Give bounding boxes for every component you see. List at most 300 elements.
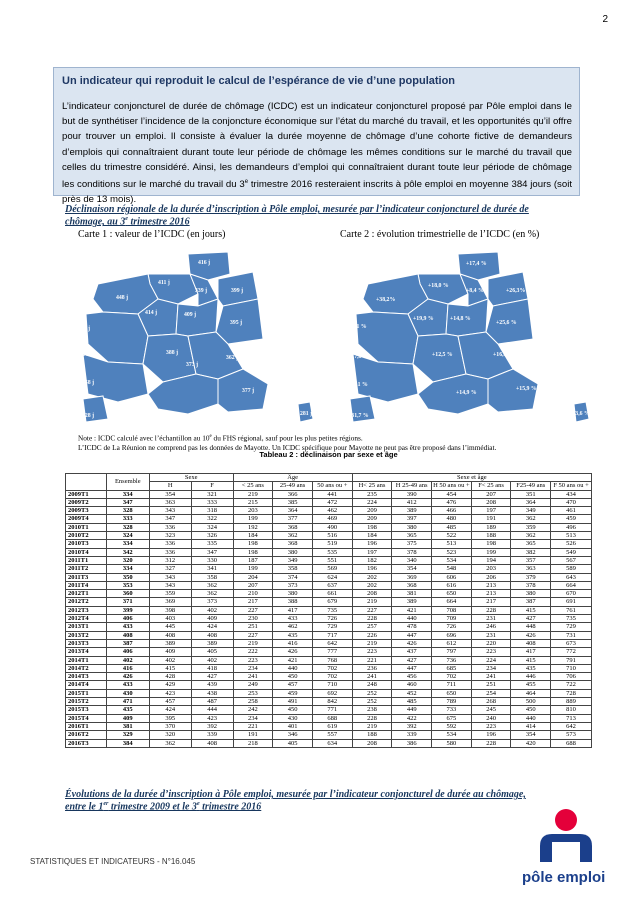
table-cell: 227	[233, 606, 273, 614]
row-label: 2015T4	[66, 714, 107, 722]
table-cell: 206	[471, 573, 511, 581]
row-label: 2012T2	[66, 598, 107, 606]
table-cell: 405	[273, 739, 313, 747]
table-cell: 702	[312, 673, 352, 681]
table-cell: 339	[392, 731, 432, 739]
table-cell: 386	[392, 739, 432, 747]
table-cell: 219	[352, 639, 392, 647]
table-cell: 692	[312, 689, 352, 697]
table-cell: 421	[392, 606, 432, 614]
row-label: 2014T4	[66, 681, 107, 689]
table-row	[66, 532, 592, 540]
table-row	[66, 698, 592, 706]
table-cell: 433	[106, 623, 149, 631]
table-cell: 573	[551, 731, 592, 739]
table-cell: 248	[352, 681, 392, 689]
row-label: 2009T1	[66, 490, 107, 498]
table-cell: 329	[106, 731, 149, 739]
table-row	[66, 573, 592, 581]
section2-title-line1: Évolutions de la durée d’inscription à Pôle emploi, mesurée par l’indicateur conjoncturel de durée au chômage,	[65, 789, 526, 800]
table-cell: 215	[233, 498, 273, 506]
table-cell: 333	[106, 515, 149, 523]
table-cell: 717	[312, 631, 352, 639]
table-cell: 491	[273, 698, 313, 706]
table-cell: 462	[312, 507, 352, 515]
table-cell: 369	[149, 598, 191, 606]
table-cell: 706	[551, 673, 592, 681]
table-row	[66, 631, 592, 639]
table-cell: 460	[392, 681, 432, 689]
table-cell: 454	[432, 490, 472, 498]
table-cell: 519	[312, 540, 352, 548]
table-cell: 643	[551, 573, 592, 581]
table-cell: 349	[511, 507, 551, 515]
table-cell: 199	[233, 515, 273, 523]
info-box-text: L’indicateur conjoncturel de durée de chômage (ICDC) est un indicateur conjoncturel proposé par Pôle emploi dans le but de synthétiser l’incidence de la conjoncture économique sur l’état du marché du travail, et les opportunités qu’il offre pour trouver un emploi. Il consiste à évaluer la durée moyenne de chômage d’une cohorte fictive de demandeurs d’emplois qui connaîtraient durant toute leur période de chômage les mêmes conditions sur le marché du travail que celles du trimestre considéré. Ainsi, les demandeurs d’emploi qui connaîtraient durant toute leur période de chômage les conditions sur le marché du travail du 3e trimestre 2016 resteraient inscrits à pôle emploi en moyenne 384 jours (soit près de 13 mois).	[62, 101, 572, 206]
table-cell: 343	[149, 507, 191, 515]
table-cell: 318	[191, 507, 233, 515]
table-cell: 466	[432, 507, 472, 515]
table-cell: 336	[149, 540, 191, 548]
row-label: 2009T2	[66, 498, 107, 506]
table-cell: 513	[551, 532, 592, 540]
table-cell: 416	[273, 639, 313, 647]
table-cell: 362	[149, 739, 191, 747]
footer-text: STATISTIQUES ET INDICATEURS - N°16.045	[30, 857, 196, 866]
section1-title-line1: Déclinaison régionale de la durée d’inscription à Pôle emploi, mesurée par l’indicateur conjoncturel de durée de	[65, 204, 529, 215]
table-cell: 402	[191, 606, 233, 614]
table-cell: 889	[551, 698, 592, 706]
table-cell: 234	[471, 664, 511, 672]
table-cell: 218	[233, 739, 273, 747]
table-row	[66, 598, 592, 606]
table-row	[66, 498, 592, 506]
map1-regions	[83, 252, 313, 422]
table-header	[66, 474, 592, 491]
table-cell: 427	[191, 673, 233, 681]
table-cell: 326	[191, 532, 233, 540]
map-label: +26,3%	[506, 288, 526, 294]
row-label: 2010T4	[66, 548, 107, 556]
map-label: 416 j	[198, 260, 211, 266]
table-cell: 198	[233, 540, 273, 548]
col-header: 25-49 ans	[273, 482, 313, 490]
table-cell: 354	[511, 731, 551, 739]
table-cell: 426	[106, 673, 149, 681]
table-cell: 424	[191, 623, 233, 631]
table-row	[66, 722, 592, 730]
table-cell: 387	[511, 598, 551, 606]
table-cell: 378	[511, 581, 551, 589]
table-cell: 434	[551, 490, 592, 498]
table-cell: 696	[432, 631, 472, 639]
table-cell: 234	[233, 664, 273, 672]
table-cell: 324	[106, 532, 149, 540]
row-label: 2010T1	[66, 523, 107, 531]
table-cell: 736	[432, 656, 472, 664]
table-cell: 487	[191, 698, 233, 706]
table-cell: 445	[149, 623, 191, 631]
table-row	[66, 581, 592, 589]
map-label: 377 j	[242, 388, 255, 394]
table-cell: 362	[191, 581, 233, 589]
table-cell: 334	[106, 565, 149, 573]
table-cell: 375	[392, 540, 432, 548]
table-cell: 199	[233, 565, 273, 573]
table-cell: 557	[312, 731, 352, 739]
table-cell: 642	[312, 639, 352, 647]
table-cell: 735	[312, 606, 352, 614]
map-label: 409 j	[184, 312, 197, 318]
table-cell: 471	[106, 698, 149, 706]
table-cell: 791	[551, 656, 592, 664]
table-cell: 328	[106, 507, 149, 515]
table-cell: 370	[149, 722, 191, 730]
table-cell: 189	[471, 523, 511, 531]
map-label: 358 j	[82, 380, 95, 386]
table-cell: 691	[551, 598, 592, 606]
table-cell: 592	[432, 722, 472, 730]
table-cell: 380	[273, 590, 313, 598]
table-cell: 182	[352, 556, 392, 564]
table-cell: 455	[511, 681, 551, 689]
table-cell: 347	[191, 548, 233, 556]
table-cell: 408	[191, 739, 233, 747]
map-label: +25,1 %	[346, 324, 367, 330]
table-cell: 470	[551, 498, 592, 506]
table-cell: 377	[273, 515, 313, 523]
table-cell: 234	[233, 714, 273, 722]
map2-regions	[350, 252, 589, 422]
table-cell: 726	[432, 623, 472, 631]
table-cell: 341	[191, 565, 233, 573]
map-label: +18,0 %	[428, 283, 449, 289]
table-cell: 708	[432, 606, 472, 614]
row-label: 2011T1	[66, 556, 107, 564]
table-cell: 191	[471, 515, 511, 523]
table-cell: 414	[511, 722, 551, 730]
table-cell: 241	[471, 673, 511, 681]
map-label: +38,2%	[376, 297, 396, 303]
table-cell: 197	[352, 548, 392, 556]
table-cell: 184	[233, 532, 273, 540]
table-cell: 619	[312, 722, 352, 730]
table-cell: 761	[551, 606, 592, 614]
table-cell: 358	[273, 565, 313, 573]
table-cell: 209	[352, 515, 392, 523]
table-row	[66, 507, 592, 515]
map-label: +31,7 %	[348, 413, 369, 419]
table-cell: 360	[106, 590, 149, 598]
table-cell: 440	[392, 615, 432, 623]
table-cell: 223	[352, 648, 392, 656]
table-cell: 334	[106, 540, 149, 548]
table-cell: 246	[471, 623, 511, 631]
table-cell: 408	[511, 639, 551, 647]
logo-mark-icon	[522, 808, 610, 864]
table-cell: 549	[551, 548, 592, 556]
table-cell: 415	[511, 656, 551, 664]
table-cell: 324	[191, 523, 233, 531]
table-cell: 429	[149, 681, 191, 689]
row-label: 2014T1	[66, 656, 107, 664]
table-cell: 389	[392, 507, 432, 515]
table-cell: 452	[392, 689, 432, 697]
table-cell: 363	[511, 565, 551, 573]
table-cell: 219	[352, 722, 392, 730]
table-cell: 368	[392, 581, 432, 589]
table-cell: 224	[471, 656, 511, 664]
table-row	[66, 623, 592, 631]
table-cell: 390	[392, 490, 432, 498]
table-row	[66, 673, 592, 681]
table-cell: 448	[511, 623, 551, 631]
col-header: H 50 ans ou +	[433, 482, 470, 490]
table-cell: 768	[312, 656, 352, 664]
table-cell: 679	[312, 598, 352, 606]
section2-title-line2: entre le 1er trimestre 2009 et le 3e trimestre 2016	[65, 801, 262, 813]
row-label: 2009T4	[66, 515, 107, 523]
table-cell: 402	[106, 656, 149, 664]
table-cell: 227	[352, 606, 392, 614]
table-cell: 664	[551, 581, 592, 589]
table-cell: 399	[106, 606, 149, 614]
table-cell: 362	[191, 590, 233, 598]
table-cell: 333	[191, 498, 233, 506]
table-cell: 728	[551, 689, 592, 697]
table-cell: 673	[551, 639, 592, 647]
table-cell: 253	[233, 689, 273, 697]
table-cell: 381	[392, 590, 432, 598]
row-label: 2012T1	[66, 590, 107, 598]
table-cell: 252	[352, 698, 392, 706]
table-cell: 351	[511, 490, 551, 498]
table-cell: 249	[233, 681, 273, 689]
table-row	[66, 714, 592, 722]
table-cell: 650	[432, 590, 472, 598]
table-cell: 389	[191, 639, 233, 647]
map-label: 411 j	[158, 280, 170, 286]
table-cell: 551	[312, 556, 352, 564]
row-label: 2015T3	[66, 706, 107, 714]
table-cell: 184	[352, 532, 392, 540]
table-cell: 188	[471, 532, 511, 540]
table-cell: 548	[432, 565, 472, 573]
table-cell: 476	[432, 498, 472, 506]
table-cell: 421	[273, 656, 313, 664]
section1-title-line2: chômage, au 3e trimestre 2016	[65, 216, 190, 228]
table-row	[66, 664, 592, 672]
table-cell: 842	[312, 698, 352, 706]
table-cell: 231	[471, 631, 511, 639]
table-cell: 224	[352, 498, 392, 506]
table-cell: 380	[273, 548, 313, 556]
info-box	[53, 67, 580, 206]
map-label: +12,5 %	[432, 352, 453, 358]
table-cell: 711	[432, 681, 472, 689]
table-cell: 589	[551, 565, 592, 573]
map-label: +19,9 %	[413, 316, 434, 322]
header-sexe-age: Sexe et âge	[352, 474, 591, 482]
table-cell: 208	[471, 498, 511, 506]
table-row	[66, 548, 592, 556]
table-cell: 534	[432, 556, 472, 564]
col-header: H 25-49 ans	[392, 482, 432, 490]
row-label: 2013T2	[66, 631, 107, 639]
row-label: 2011T3	[66, 573, 107, 581]
table-cell: 221	[352, 656, 392, 664]
table-cell: 408	[149, 631, 191, 639]
table-cell: 231	[471, 615, 511, 623]
table-cell: 405	[191, 648, 233, 656]
table-cell: 444	[191, 706, 233, 714]
table-cell: 702	[312, 664, 352, 672]
table-cell: 523	[432, 548, 472, 556]
row-label: 2010T3	[66, 540, 107, 548]
table-cell: 228	[471, 606, 511, 614]
map-label: 362 j	[226, 355, 239, 361]
table-cell: 385	[273, 498, 313, 506]
table-cell: 450	[273, 706, 313, 714]
map-label: +16,6 %	[493, 352, 514, 358]
table-cell: 440	[511, 714, 551, 722]
row-label: 2015T1	[66, 689, 107, 697]
table-cell: 713	[551, 714, 592, 722]
table-cell: 664	[432, 598, 472, 606]
table-cell: 226	[352, 631, 392, 639]
row-label: 2010T2	[66, 532, 107, 540]
table-row	[66, 523, 592, 531]
row-label: 2009T3	[66, 507, 107, 515]
table-cell: 416	[106, 664, 149, 672]
table-cell: 427	[511, 615, 551, 623]
table-cell: 353	[106, 581, 149, 589]
table-cell: 733	[432, 706, 472, 714]
map-label: +15,9 %	[516, 386, 537, 392]
col-header: F 50 ans ou +	[551, 482, 592, 490]
table-cell: 368	[273, 540, 313, 548]
row-label: 2014T2	[66, 664, 107, 672]
table-cell: 709	[432, 615, 472, 623]
row-label: 2012T4	[66, 615, 107, 623]
table-cell: 230	[233, 615, 273, 623]
table-row	[66, 540, 592, 548]
col-header: F< 25 ans	[471, 482, 511, 490]
table-cell: 188	[352, 731, 392, 739]
table-cell: 236	[352, 664, 392, 672]
table-cell: 606	[432, 573, 472, 581]
table-cell: 478	[392, 623, 432, 631]
row-label: 2011T2	[66, 565, 107, 573]
table-cell: 222	[233, 648, 273, 656]
table-cell: 388	[273, 598, 313, 606]
table-cell: 336	[149, 548, 191, 556]
map2-title: Carte 2 : évolution trimestrielle de l’ICDC (en %)	[340, 229, 540, 240]
table-cell: 624	[312, 573, 352, 581]
table-cell: 397	[392, 515, 432, 523]
table-cell: 362	[511, 532, 551, 540]
table-cell: 208	[352, 739, 392, 747]
table-cell: 440	[273, 664, 313, 672]
table-cell: 441	[312, 490, 352, 498]
map-label: 243 j	[82, 352, 95, 358]
map1	[78, 244, 318, 426]
col-header: H	[149, 482, 191, 490]
table-cell: 516	[312, 532, 352, 540]
map-label: 448 j	[116, 295, 129, 301]
table-cell: 435	[106, 706, 149, 714]
col-header: F	[191, 482, 233, 490]
table-cell: 349	[273, 556, 313, 564]
table-cell: 462	[273, 623, 313, 631]
table-cell: 335	[191, 540, 233, 548]
table-cell: 485	[392, 698, 432, 706]
table-cell: 242	[233, 706, 273, 714]
table-cell: 403	[149, 615, 191, 623]
col-header: H< 25 ans	[352, 482, 392, 490]
table-cell: 417	[273, 606, 313, 614]
table-row	[66, 556, 592, 564]
table-cell: 198	[471, 540, 511, 548]
table-cell: 447	[392, 631, 432, 639]
table-cell: 198	[233, 548, 273, 556]
table-cell: 415	[511, 606, 551, 614]
map-label: +17,4 %	[466, 261, 487, 267]
table-cell: 433	[273, 615, 313, 623]
table-row	[66, 681, 592, 689]
table-cell: 330	[191, 556, 233, 564]
table-cell: 217	[471, 598, 511, 606]
table-cell: 797	[432, 648, 472, 656]
table-cell: 380	[511, 590, 551, 598]
table-cell: 202	[352, 581, 392, 589]
table-cell: 223	[233, 656, 273, 664]
table-cell: 258	[233, 698, 273, 706]
table-cell: 257	[352, 623, 392, 631]
table-body	[66, 490, 592, 747]
table-cell: 220	[471, 639, 511, 647]
table-cell: 688	[551, 739, 592, 747]
header-ensemble: Ensemble	[106, 474, 149, 491]
table-cell: 228	[352, 714, 392, 722]
table-cell: 210	[233, 590, 273, 598]
table-cell: 196	[471, 731, 511, 739]
table-cell: 729	[551, 623, 592, 631]
table-cell: 777	[312, 648, 352, 656]
table-cell: 409	[149, 648, 191, 656]
map1-title: Carte 1 : valeur de l’ICDC (en jours)	[78, 229, 226, 240]
table-cell: 464	[511, 689, 551, 697]
table-cell: 373	[273, 581, 313, 589]
header-age: Âge	[233, 474, 352, 482]
table-row	[66, 606, 592, 614]
table-cell: 251	[471, 681, 511, 689]
table-cell: 395	[149, 714, 191, 722]
table-cell: 426	[273, 648, 313, 656]
table-cell: 371	[106, 598, 149, 606]
map-note-line1: Note : ICDC calculé avec l’échantillon au 10e du FHS régional, sauf pour les plus petites régions.	[78, 433, 363, 443]
col-header: 50 ans ou +	[312, 482, 352, 490]
table-cell: 381	[106, 722, 149, 730]
table-cell: 415	[149, 664, 191, 672]
map-label: 399 j	[231, 288, 244, 294]
table-row	[66, 689, 592, 697]
info-box-title: Un indicateur qui reproduit le calcul de l’espérance de vie d’une population	[62, 75, 456, 87]
table-cell: 358	[191, 573, 233, 581]
table-cell: 459	[551, 515, 592, 523]
table-cell: 219	[233, 639, 273, 647]
row-label: 2013T4	[66, 648, 107, 656]
